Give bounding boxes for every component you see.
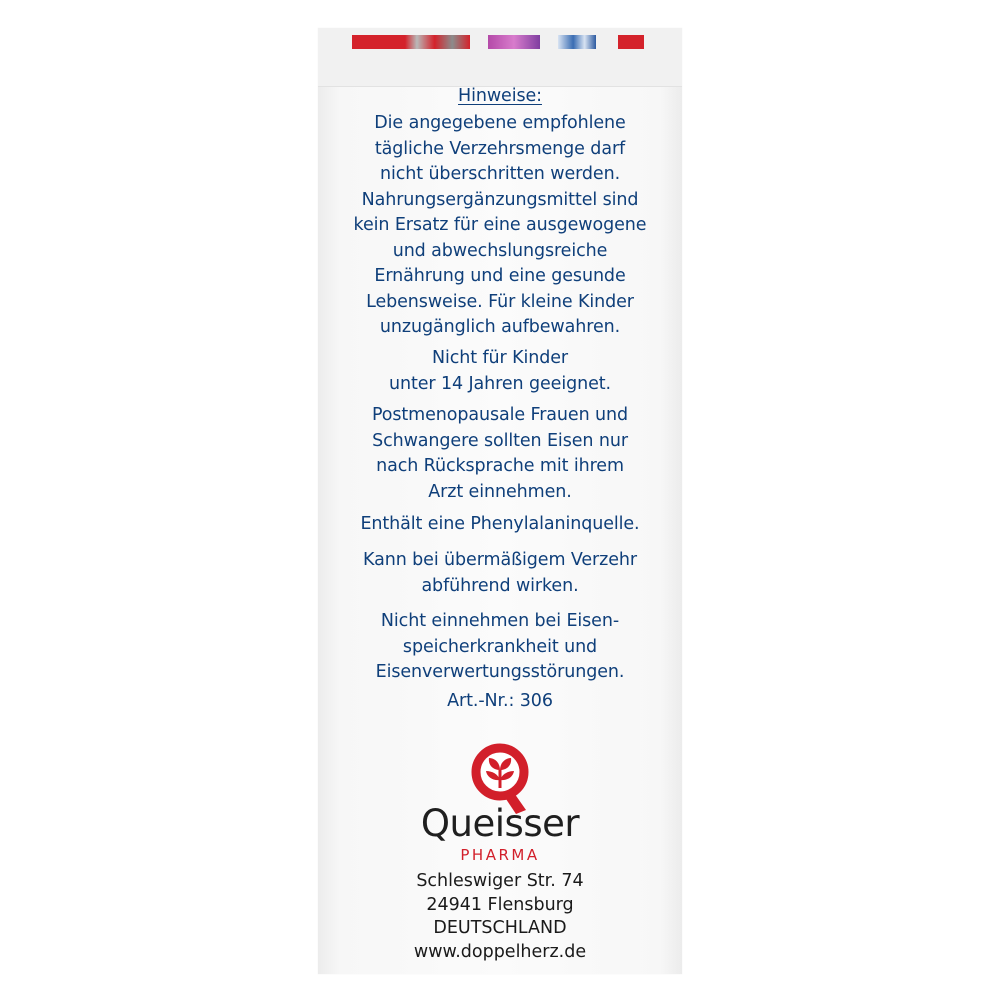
notes-paragraph-2 (318, 346, 682, 397)
notes-paragraph-4 (318, 512, 682, 538)
text-line: speicherkrankheit und (402, 636, 598, 657)
text-line: und abwechslungsreiche (392, 240, 608, 261)
brand-subline: PHARMA (460, 846, 540, 864)
text-line: unter 14 Jahren geeignet. (388, 373, 611, 394)
text-line: Lebensweise. Für kleine Kinder (366, 291, 634, 312)
website-link: www.doppelherz.de (413, 941, 587, 962)
article-number (318, 689, 682, 715)
text-line: Enthält eine Phenylalaninquelle. (360, 514, 640, 534)
flap-artwork-red-small (618, 35, 644, 49)
text-line: Schwangere sollten Eisen nur (372, 430, 628, 451)
notes-heading: Hinweise: (458, 86, 542, 106)
package-side-panel (318, 28, 682, 974)
address-street: Schleswiger Str. 74 (416, 871, 584, 891)
flap-artwork-red (352, 35, 470, 49)
notes-paragraph-3 (318, 403, 682, 505)
text-line: abführend wirken. (421, 575, 579, 596)
package-top-flap (318, 28, 682, 87)
text-line: tägliche Verzehrsmenge darf (374, 138, 626, 159)
address-city: 24941 Flensburg (426, 894, 574, 915)
manufacturer-address (318, 870, 682, 964)
text-line: Postmenopausale Frauen und (371, 405, 629, 425)
text-line: Eisenverwertungsstörungen. (375, 662, 625, 682)
notes-paragraph-5 (318, 548, 682, 599)
text-line: unzugänglich aufbewahren. (379, 317, 621, 337)
text-line: Die angegebene empfohlene (374, 113, 626, 133)
text-line: nicht überschritten werden. (379, 164, 621, 184)
text-line: Kann bei übermäßigem Verzehr (363, 550, 637, 570)
notes-paragraph-6 (318, 609, 682, 686)
text-line: Arzt einnehmen. (428, 481, 572, 502)
flap-artwork-blue (558, 35, 596, 49)
address-country: DEUTSCHLAND (433, 918, 567, 938)
flap-artwork-purple (488, 35, 540, 49)
text-line: Art.-Nr.: 306 (447, 691, 553, 711)
brand-name: Queisser (420, 802, 580, 845)
text-line: nach Rücksprache mit ihrem (376, 456, 624, 476)
text-line: Nicht für Kinder (432, 348, 568, 368)
notes-paragraph-1 (318, 111, 682, 341)
text-line: Ernährung und eine gesunde (374, 266, 626, 286)
text-line: kein Ersatz für eine ausgewogene (353, 215, 647, 235)
text-line: Nahrungsergänzungsmittel sind (361, 189, 639, 210)
text-line: Nicht einnehmen bei Eisen- (380, 611, 620, 631)
